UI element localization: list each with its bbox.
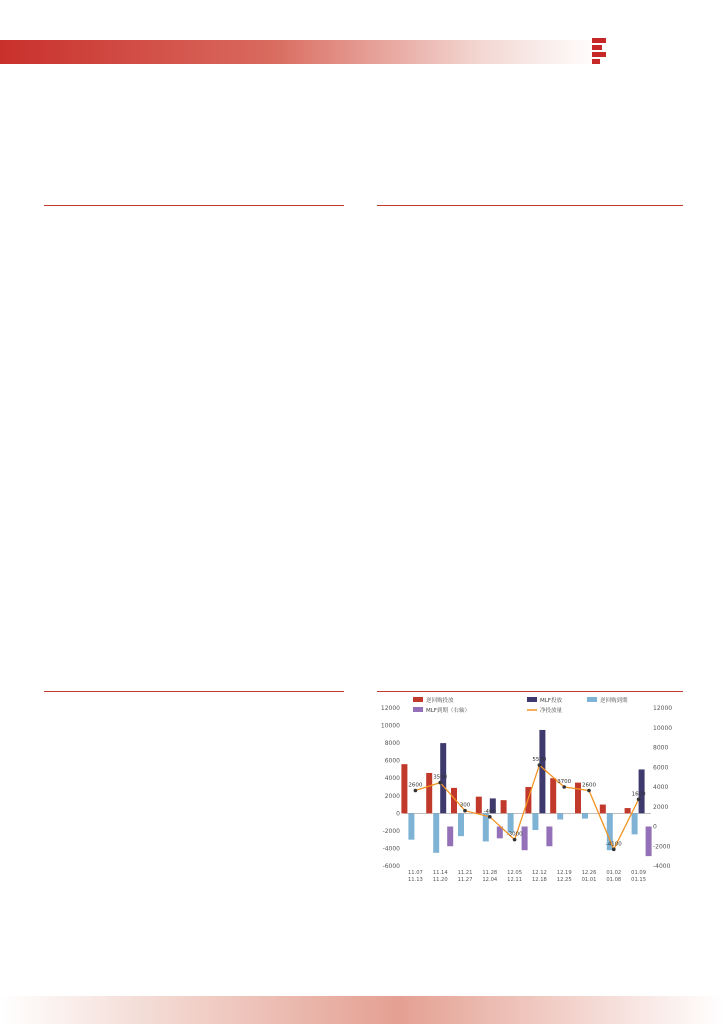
bar-1 bbox=[582, 813, 588, 818]
y-right-tick-label: 8000 bbox=[653, 744, 669, 752]
net-point bbox=[612, 848, 616, 852]
x-tick-label: 11.28 bbox=[482, 870, 498, 876]
bar-0 bbox=[401, 764, 407, 813]
figure-4-rule bbox=[377, 691, 683, 692]
data-label: 3500 bbox=[433, 774, 448, 781]
net-point bbox=[414, 789, 418, 793]
y-left-tick-label: 8000 bbox=[384, 740, 400, 748]
bar-0 bbox=[426, 773, 432, 813]
bar-0 bbox=[550, 778, 556, 813]
x-tick-label: 11.14 bbox=[432, 870, 448, 876]
x-tick-label: 01.02 bbox=[606, 870, 622, 876]
figure-3-rule bbox=[44, 691, 344, 692]
bar-0 bbox=[476, 797, 482, 814]
x-tick-label: 01.09 bbox=[631, 870, 647, 876]
net-point bbox=[637, 797, 641, 801]
bar-0 bbox=[600, 805, 606, 814]
data-label: -4100 bbox=[605, 841, 622, 848]
x-tick-label: 12.19 bbox=[556, 870, 572, 876]
bar-1 bbox=[458, 813, 464, 836]
y-right-tick-label: 6000 bbox=[653, 764, 669, 772]
legend-label: MLF到期（右轴） bbox=[426, 708, 470, 714]
bar-1 bbox=[483, 813, 489, 841]
net-point bbox=[538, 763, 542, 767]
x-tick-label: 12.26 bbox=[581, 870, 597, 876]
net-point bbox=[463, 809, 467, 813]
y-right-tick-label: -4000 bbox=[653, 863, 671, 870]
bar-1 bbox=[557, 813, 563, 819]
y-left-tick-label: 12000 bbox=[380, 705, 400, 712]
figure-2-rule bbox=[377, 205, 683, 206]
bar-1 bbox=[508, 813, 514, 832]
x-tick-label: 12.25 bbox=[556, 877, 572, 883]
bar-1 bbox=[532, 813, 538, 830]
footer-bar bbox=[0, 996, 724, 1024]
bar-2 bbox=[539, 730, 545, 813]
legend-swatch bbox=[413, 697, 423, 702]
x-tick-label: 11.07 bbox=[407, 870, 423, 876]
y-right-tick-label: 2000 bbox=[653, 803, 669, 811]
chart-3 bbox=[44, 696, 344, 886]
legend-label: 逆回购到期 bbox=[600, 698, 628, 704]
y-left-tick-label: 0 bbox=[396, 810, 400, 818]
legend-swatch bbox=[587, 697, 597, 702]
net-point bbox=[562, 785, 566, 789]
legend-swatch bbox=[413, 707, 423, 712]
data-label: -400 bbox=[483, 808, 497, 815]
legend-label: 净投放量 bbox=[540, 708, 563, 714]
net-point bbox=[438, 781, 442, 785]
data-label: -3000 bbox=[506, 831, 523, 838]
y-left-tick-label: -4000 bbox=[382, 845, 400, 853]
y-left-tick-label: 6000 bbox=[384, 757, 400, 765]
legend-label: MLF投放 bbox=[540, 698, 562, 704]
y-left-tick-label: -2000 bbox=[382, 827, 400, 835]
y-left-tick-label: 2000 bbox=[384, 792, 400, 800]
x-tick-label: 11.27 bbox=[457, 877, 473, 883]
y-right-tick-label: 0 bbox=[653, 823, 657, 831]
y-right-tick-label: -2000 bbox=[653, 843, 671, 851]
x-tick-label: 12.05 bbox=[507, 870, 523, 876]
x-tick-label: 12.11 bbox=[507, 877, 523, 883]
bar-1 bbox=[632, 813, 638, 834]
y-left-tick-label: 10000 bbox=[380, 722, 400, 730]
figure-1-rule bbox=[44, 205, 344, 206]
data-label: 2600 bbox=[408, 782, 423, 789]
data-label: 1600 bbox=[631, 791, 646, 798]
bar-1 bbox=[433, 813, 439, 853]
x-tick-label: 11.20 bbox=[432, 877, 448, 883]
net-point bbox=[488, 815, 492, 819]
bar-3 bbox=[522, 827, 528, 851]
bar-0 bbox=[625, 808, 631, 813]
bar-3 bbox=[646, 827, 652, 857]
header-bar bbox=[0, 40, 600, 64]
net-point bbox=[513, 838, 517, 842]
chart-4 bbox=[377, 696, 683, 886]
logo-icon bbox=[592, 38, 606, 64]
y-left-tick-label: 4000 bbox=[384, 775, 400, 783]
bar-3 bbox=[447, 827, 453, 847]
data-label: 5500 bbox=[532, 757, 547, 764]
x-tick-label: 11.21 bbox=[457, 870, 473, 876]
bar-0 bbox=[575, 783, 581, 814]
y-left-tick-label: -6000 bbox=[382, 863, 400, 870]
x-tick-label: 12.12 bbox=[531, 870, 547, 876]
data-label: 2600 bbox=[582, 782, 596, 789]
x-tick-label: 12.18 bbox=[531, 877, 547, 883]
y-right-tick-label: 10000 bbox=[653, 724, 673, 732]
data-label: 300 bbox=[459, 802, 471, 809]
x-tick-label: 11.13 bbox=[407, 877, 423, 883]
company-logo bbox=[592, 38, 712, 68]
chart-1 bbox=[44, 210, 344, 395]
net-point bbox=[587, 789, 591, 793]
y-right-tick-label: 12000 bbox=[653, 705, 673, 712]
y-right-tick-label: 4000 bbox=[653, 784, 669, 791]
x-tick-label: 01.15 bbox=[631, 877, 647, 883]
bar-0 bbox=[501, 800, 507, 813]
legend-label: 逆回购投放 bbox=[426, 698, 454, 704]
data-label: 3700 bbox=[557, 779, 572, 785]
bar-1 bbox=[408, 813, 414, 839]
x-tick-label: 01.01 bbox=[581, 877, 597, 883]
x-tick-label: 12.04 bbox=[482, 877, 498, 883]
legend-swatch bbox=[527, 697, 537, 702]
x-tick-label: 01.08 bbox=[606, 877, 622, 883]
bar-3 bbox=[546, 827, 552, 847]
chart-2 bbox=[377, 210, 683, 395]
